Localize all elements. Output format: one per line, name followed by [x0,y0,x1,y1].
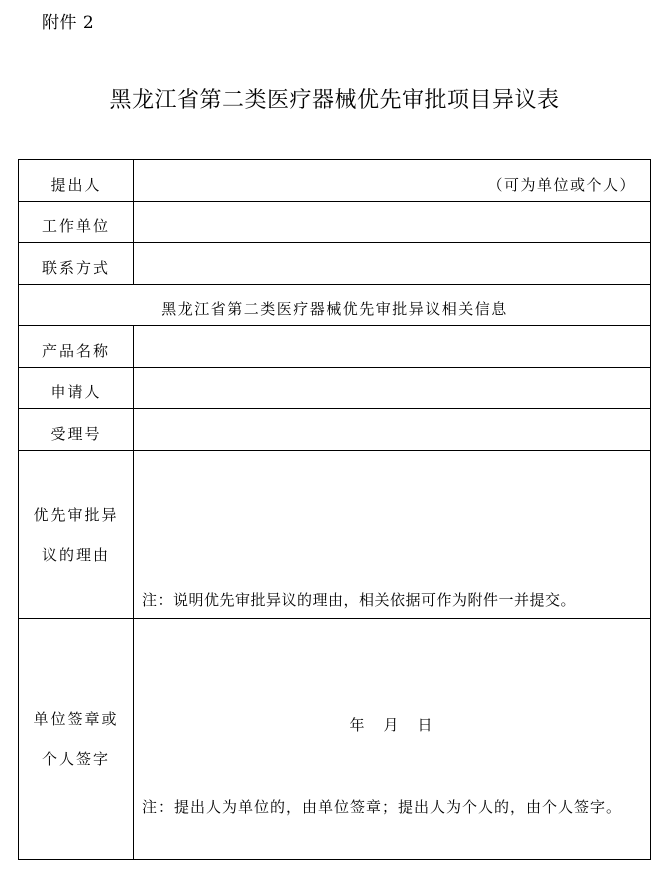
signature-field[interactable] [134,619,651,860]
applicant-field[interactable] [134,368,651,409]
employer-field[interactable] [134,202,651,243]
row-contact [19,243,651,285]
row-employer [19,202,651,243]
row-section-title [19,285,651,326]
acceptance-no-label: 受理号 [19,409,134,451]
signature-label [19,619,134,860]
reason-label-line1: 优先审批异 [33,505,119,524]
product-name-label: 产品名称 [19,326,134,368]
reason-field[interactable] [134,451,651,619]
proposer-label: 提出人 [19,160,134,202]
reason-label [19,451,134,619]
contact-label: 联系方式 [19,243,134,285]
reason-note: 注：说明优先审批异议的理由，相关依据可作为附件一并提交。 [142,590,577,609]
signature-note: 注：提出人为单位的，由单位签章；提出人为个人的，由个人签字。 [142,797,623,816]
row-reason [19,451,651,619]
signature-label-line2: 个人签字 [41,750,110,768]
row-signature [19,619,651,860]
proposer-field[interactable] [134,160,651,202]
signature-date: 年 月 日 [349,715,435,734]
row-acceptance-no [19,409,651,451]
section-title: 黑龙江省第二类医疗器械优先审批异议相关信息 [19,285,651,326]
contact-field[interactable] [134,243,651,285]
page-title: 黑龙江省第二类医疗器械优先审批项目异议表 [109,88,560,113]
employer-label: 工作单位 [19,202,134,243]
product-name-field[interactable] [134,326,651,368]
proposer-hint: （可为单位或个人） [487,176,636,194]
acceptance-no-field[interactable] [134,409,651,451]
signature-label-line1: 单位签章或 [33,710,119,728]
reason-label-line2: 议的理由 [41,545,110,564]
attachment-label: 附件 2 [42,13,95,33]
row-applicant [19,368,651,409]
objection-form-table [18,159,651,860]
row-proposer [19,160,651,202]
row-product-name [19,326,651,368]
applicant-label: 申请人 [19,368,134,409]
